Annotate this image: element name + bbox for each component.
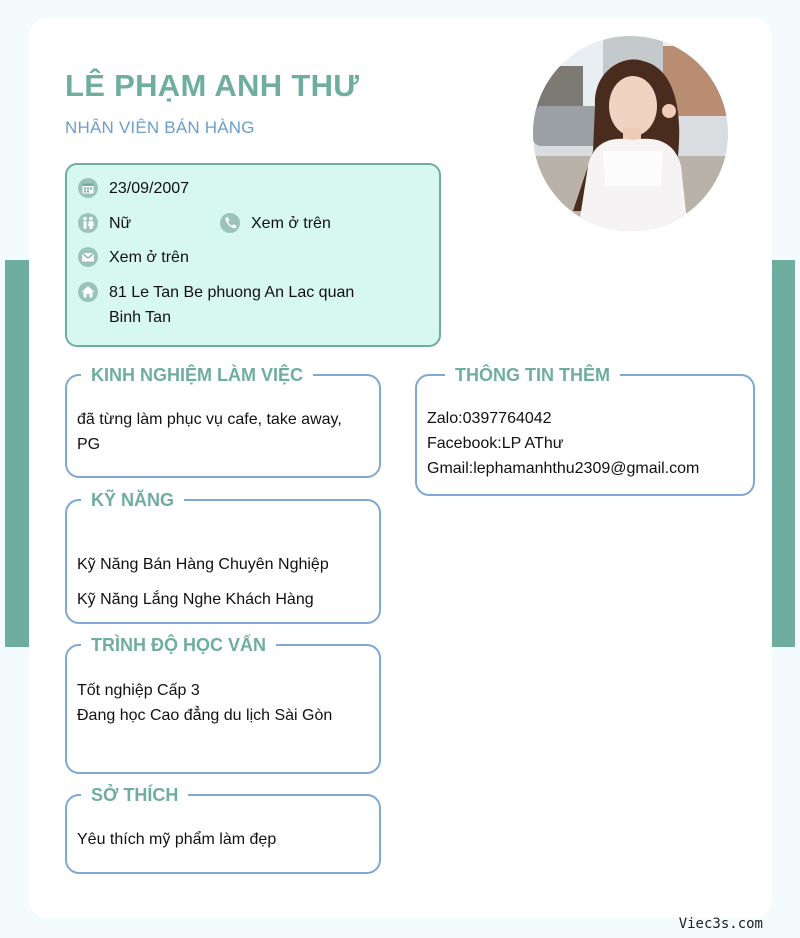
job-title: NHÂN VIÊN BÁN HÀNG	[65, 118, 255, 137]
skill-item-1: Kỹ Năng Bán Hàng Chuyên Nghiệp	[77, 556, 329, 573]
phone-value: Xem ở trên	[251, 215, 331, 232]
skill-item-2: Kỹ Năng Lắng Nghe Khách Hàng	[77, 591, 314, 608]
address-line-2: Binh Tan	[109, 309, 171, 326]
mail-icon	[77, 246, 99, 268]
hobbies-section	[65, 785, 381, 874]
experience-body	[77, 407, 369, 457]
skills-list	[77, 547, 369, 617]
gmail-line: Gmail:lephamanhthu2309@gmail.com	[427, 460, 700, 477]
personal-info-panel	[65, 163, 441, 347]
birthday-row	[77, 176, 189, 201]
facebook-line: Facebook:LP AThư	[427, 435, 564, 452]
hobbies-title: SỞ THÍCH	[81, 782, 188, 808]
skills-section	[65, 490, 381, 624]
gender-row	[77, 211, 131, 236]
skills-title: KỸ NĂNG	[81, 487, 184, 513]
site-watermark: Viec3s.com	[678, 916, 763, 932]
education-body	[77, 678, 369, 728]
phone-row	[219, 211, 331, 236]
email-row	[77, 245, 189, 270]
experience-title: KINH NGHIỆM LÀM VIỆC	[81, 362, 313, 388]
experience-section	[65, 365, 381, 478]
avatar	[533, 36, 728, 231]
zalo-line: Zalo:0397764042	[427, 410, 552, 427]
address-row	[77, 280, 409, 330]
gender-icon	[77, 212, 99, 234]
address-value	[109, 280, 409, 330]
experience-line-1: đã từng làm phục vụ cafe, take away,	[77, 411, 342, 428]
hobby-item: Yêu thích mỹ phẩm làm đẹp	[77, 831, 277, 848]
birthday-value: 23/09/2007	[109, 180, 190, 197]
candidate-name: LÊ PHẠM ANH THƯ	[65, 68, 360, 103]
address-line-1: 81 Le Tan Be phuong An Lac quan	[109, 284, 355, 301]
experience-line-2: PG	[77, 436, 101, 453]
right-accent-band	[772, 260, 795, 647]
email-value: Xem ở trên	[109, 249, 189, 266]
gender-value: Nữ	[109, 215, 132, 232]
education-line-1: Tốt nghiệp Cấp 3	[77, 682, 200, 699]
education-section	[65, 635, 381, 774]
extra-info-title: THÔNG TIN THÊM	[445, 362, 620, 388]
extra-info-section	[415, 365, 755, 496]
phone-icon	[219, 212, 241, 234]
home-icon	[77, 281, 99, 303]
education-title: TRÌNH ĐỘ HỌC VẤN	[81, 632, 276, 658]
hobbies-body	[77, 827, 369, 852]
calendar-icon	[77, 177, 99, 199]
education-line-2: Đang học Cao đẳng du lịch Sài Gòn	[77, 707, 333, 724]
extra-info-body	[427, 406, 743, 481]
left-accent-band	[5, 260, 29, 647]
